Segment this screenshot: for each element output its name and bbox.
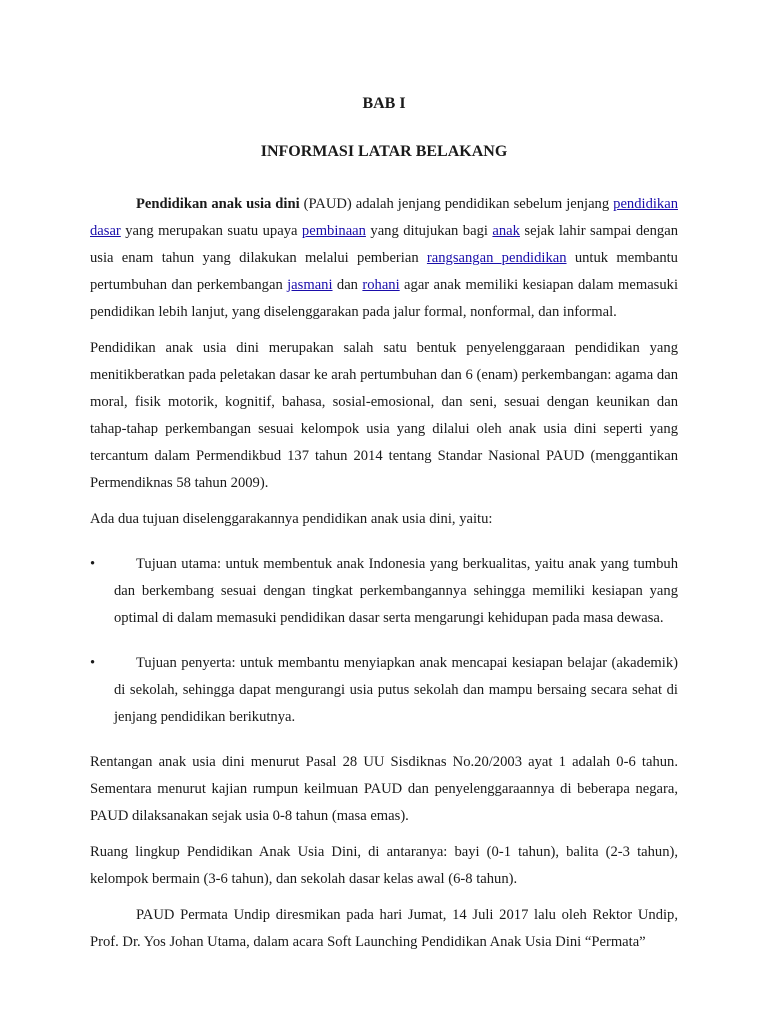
link-rangsangan-pendidikan[interactable]: rangsangan pendidikan xyxy=(426,250,567,266)
link-anak[interactable]: anak xyxy=(492,223,520,239)
paragraph-coverage: Ruang lingkup Pendidikan Anak Usia Dini, di antaranya: bayi (0-1 tahun), balita (2-3 tahun), kelompok bermain (3-6 tahun), dan sekolah dasar kelas awal (6-8 tahun). xyxy=(90,844,678,887)
page-title: INFORMASI LATAR BELAKANG xyxy=(260,143,508,160)
text-run: yang ditujukan bagi xyxy=(365,223,493,239)
text-run: yang merupakan suatu upaya xyxy=(120,223,302,239)
chapter-heading: BAB I xyxy=(362,95,406,112)
paragraph-goals-intro: Ada dua tujuan diselenggarakannya pendidikan anak usia dini, yaitu: xyxy=(90,511,493,527)
list-item-text: Tujuan utama: untuk membentuk anak Indonesia yang berkualitas, yaitu anak yang tumbuh dan berkembang sesuai dengan tingkat perkembangannya sehingga memiliki kesiapan yang optimal di dalam memasuki pendidikan dasar serta mengarungi kehidupan pada masa dewasa. xyxy=(114,556,678,626)
goals-list xyxy=(90,551,678,731)
link-pendidikan-dasar[interactable]: pendidikan dasar xyxy=(90,196,678,239)
paragraph-scope: Pendidikan anak usia dini merupakan salah satu bentuk penyelenggaraan pendidikan yang menitikberatkan pada peletakan dasar ke arah pertumbuhan dan 6 (enam) perkembangan: agama dan moral, fisik motorik, kognitif, bahasa, sosial-emosional, dan seni, sesuai dengan keunikan dan tahap-tahap perkembangan sesuai kelompok usia yang dilalui oleh anak usia dini seperti yang tercantum dalam Permendikbud 137 tahun 2014 tentang Standar Nasional PAUD (menggantikan Permendiknas 58 tahun 2009). xyxy=(90,340,678,491)
text-run: agar anak memiliki kesiapan dalam memasuki pendidikan lebih lanjut, yang diselenggarakan pada jalur formal, nonformal, dan informal. xyxy=(90,277,679,320)
bold-term: Pendidikan anak usia dini xyxy=(136,196,300,212)
list-item xyxy=(90,551,678,632)
text-run: dan xyxy=(332,277,363,293)
link-jasmani[interactable]: jasmani xyxy=(287,277,333,293)
paragraph-age-range: Rentangan anak usia dini menurut Pasal 28 UU Sisdiknas No.20/2003 ayat 1 adalah 0-6 tahun. Sementara menurut kajian rumpun keilmuan PAUD dan penyelenggaraannya di beberapa negara, PAUD dilaksanakan sejak usia 0-8 tahun (masa emas). xyxy=(90,754,678,824)
list-item-text: Tujuan penyerta: untuk membantu menyiapkan anak mencapai kesiapan belajar (akademik) di sekolah, sehingga dapat mengurangi usia putus sekolah dan mampu bersaing secara sehat di jenjang pendidikan berikutnya. xyxy=(114,655,678,725)
paragraph-launch: PAUD Permata Undip diresmikan pada hari Jumat, 14 Juli 2017 lalu oleh Rektor Undip, Prof. Dr. Yos Johan Utama, dalam acara Soft Launching Pendidikan Anak Usia Dini “Permata” xyxy=(90,907,678,950)
bullet-icon: • xyxy=(90,556,96,572)
link-rohani[interactable]: rohani xyxy=(362,277,400,293)
bullet-icon: • xyxy=(90,655,96,671)
text-run: untuk membantu pertumbuhan dan perkembangan xyxy=(90,250,678,293)
list-item xyxy=(90,650,678,731)
text-run: (PAUD) adalah jenjang pendidikan sebelum jenjang xyxy=(299,196,614,212)
paragraph-definition xyxy=(90,191,678,326)
link-pembinaan[interactable]: pembinaan xyxy=(301,223,366,239)
text-run: sejak lahir sampai dengan usia enam tahun yang dilakukan melalui pemberian xyxy=(90,223,678,266)
